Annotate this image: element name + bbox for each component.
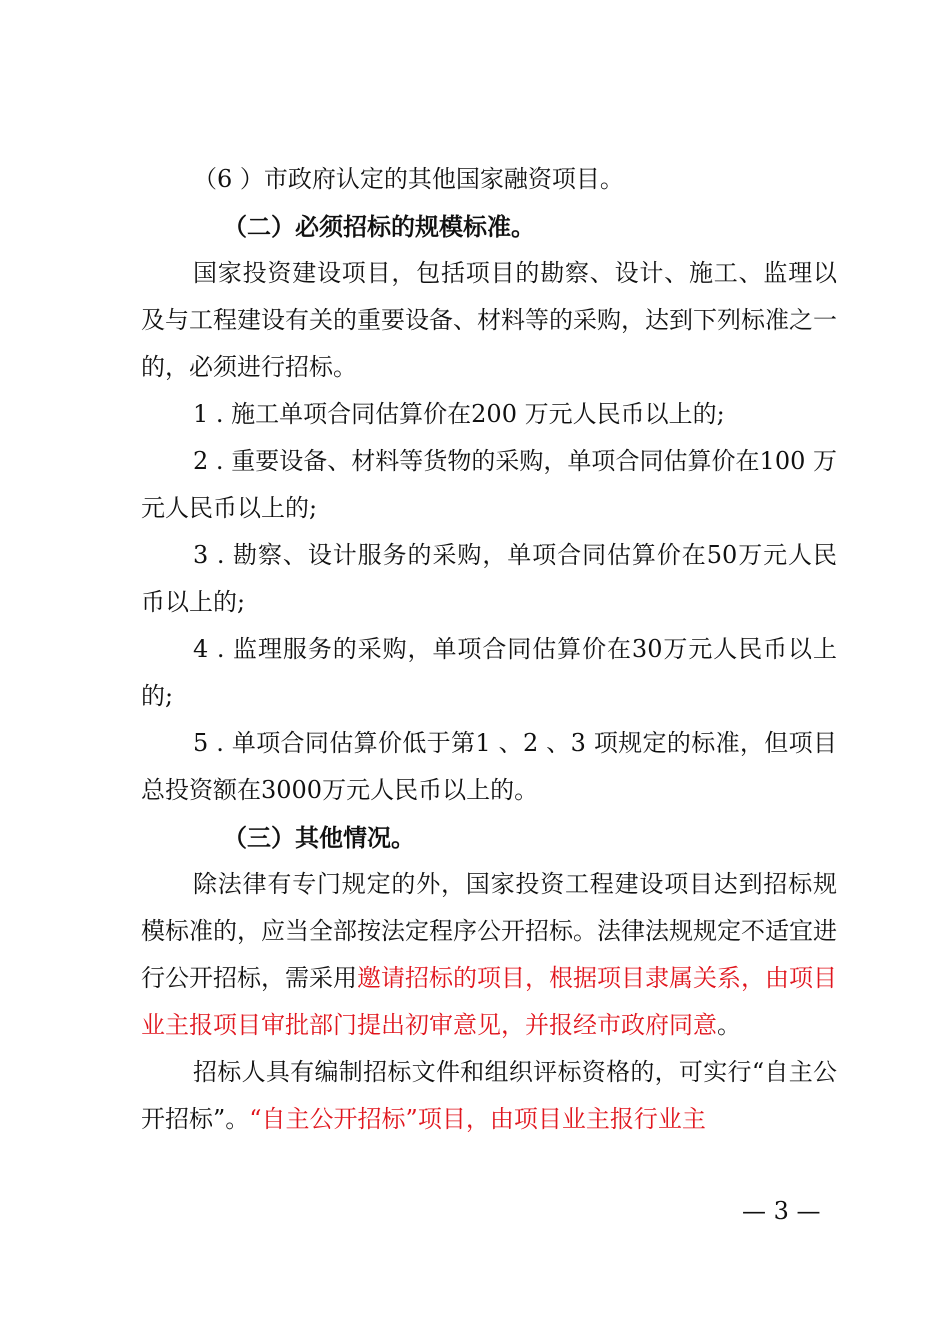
section-2-intro	[141, 250, 837, 391]
item-6-text: （6 ）市政府认定的其他国家融资项目。	[193, 165, 624, 193]
standard-3	[141, 532, 837, 626]
section-2-heading-text: （二）必须招标的规模标准。	[223, 212, 535, 241]
section-3-para-2-red-text: “自主公开招标”项目，由项目业主报行业主	[249, 1105, 706, 1133]
section-3-para-1	[141, 861, 837, 1049]
standard-1	[141, 391, 837, 438]
standard-2	[141, 438, 837, 532]
section-3-para-1-red-text: 邀请招标的项目，根据项目隶属关系，由项目业主报项目审批部门提出初审意见，并报经市政府同意	[141, 964, 837, 1039]
page-number: — 3 —	[742, 1197, 821, 1225]
section-3-para-2	[141, 1049, 837, 1143]
standard-3-text: 3 . 勘察、设计服务的采购，单项合同估算价在50万元人民币以上的;	[141, 541, 837, 616]
standard-5	[141, 720, 837, 814]
section-3-heading-text: （三）其他情况。	[223, 823, 415, 852]
document-body	[141, 156, 837, 1143]
section-3-para-2-text: 招标人具有编制招标文件和组织评标资格的，可实行“自主公开招标”。	[141, 1058, 837, 1133]
standard-4-text: 4 . 监理服务的采购，单项合同估算价在30万元人民币以上的;	[141, 635, 837, 710]
section-2-intro-text: 国家投资建设项目，包括项目的勘察、设计、施工、监理以及与工程建设有关的重要设备、材料等的采购，达到下列标准之一的，必须进行招标。	[141, 259, 837, 381]
standard-1-text: 1 . 施工单项合同估算价在200 万元人民币以上的;	[193, 400, 725, 428]
standard-4	[141, 626, 837, 720]
section-2-heading	[141, 203, 837, 250]
section-3-para-1-text: 除法律有专门规定的外，国家投资工程建设项目达到招标规模标准的，应当全部按法定程序公开招标。法律法规规定不适宜进行公开招标，需采用	[141, 870, 837, 992]
item-6	[141, 156, 837, 203]
section-3-para-1-tail: 。	[717, 1011, 741, 1039]
standard-2-text: 2 . 重要设备、材料等货物的采购，单项合同估算价在100 万元人民币以上的;	[141, 447, 837, 522]
section-3-heading	[141, 814, 837, 861]
standard-5-text: 5 . 单项合同估算价低于第1 、2 、3 项规定的标准，但项目总投资额在3000万元人民币以上的。	[141, 729, 837, 804]
